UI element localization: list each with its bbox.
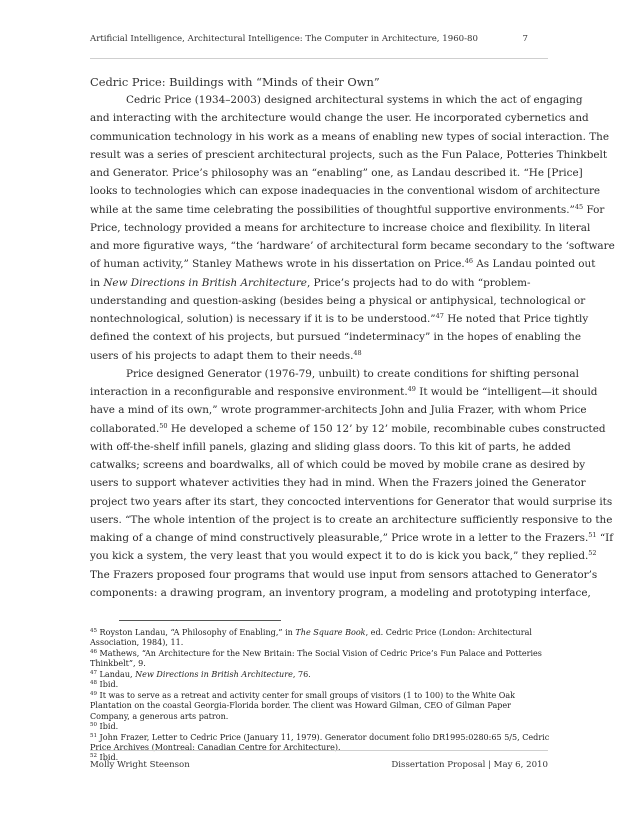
paragraph-line: and more figurative ways, “the ‘hardware’ of architectural form became secondary to the ‘software (90, 240, 615, 252)
paragraph-line: of human activity,” Stanley Mathews wrote in his dissertation on Price.$^{46}$ As Landau pointed out (90, 257, 596, 271)
paragraph-line: communication technology in his work as a means of enabling new types of social interaction. The (90, 130, 609, 143)
paragraph-line: with off-the-shelf infill panels, glazing and sliding glass doors. To this kit of parts, he added (90, 440, 571, 453)
footnote-45: $^{45}$ Royston Landau, “A Philosophy of Enabling,” in The Square Book, ed. Cedric Price (London: Architectural Association, 1984), 11. (90, 628, 532, 648)
footer-divider (90, 750, 548, 751)
paragraph-line: users to support whatever activities they had in mind. When the Frazers joined the Generator (90, 477, 586, 490)
paragraph-line: catwalks; screens and boardwalks, all of which could be moved by mobile crane as desired by (90, 459, 586, 471)
footnote-52: $^{52}$ Ibid. (90, 753, 119, 763)
footnote-ref-47: 47 (435, 312, 444, 320)
page-number: 7 (522, 34, 528, 44)
header-divider (90, 58, 548, 59)
paragraph-line: nontechnological, solution) is necessary if it is to be understood.”$^{47}$ He noted that Price tightly (90, 312, 589, 325)
footnote-ref-46: 46 (464, 257, 473, 266)
footnote-ref-52: 52 (588, 549, 597, 558)
body-text (90, 91, 615, 602)
footnote-ref-50: 50 (159, 421, 168, 430)
paragraph-line: and interacting with the architecture would change the user. He incorporated cybernetics and (90, 112, 589, 125)
footnote-51: $^{51}$ John Frazer, Letter to Cedric Price (January 11, 1979). Generator document folio DR1995:0280:65 5/5, Cedric Price Archives (Montreal: Canadian Centre for Architecture). (90, 732, 550, 752)
paragraph-line: users of his projects to adapt them to their needs.$^{48}$ (90, 348, 362, 362)
paragraph-line: and Generator. Price’s philosophy was an “enabling” one, as Landau described it. “He [Price] (90, 167, 583, 179)
paragraph-line: users. “The whole intention of the project is to create an architecture sufficiently responsive to the (90, 513, 613, 526)
footer-meta: Dissertation Proposal | May 6, 2010 (391, 760, 548, 770)
footnote-ref-48: 48 (353, 348, 362, 357)
book-title: New Directions in British Architecture (103, 276, 307, 289)
footnote-46: $^{46}$ Mathews, “An Architecture for the New Britain: The Social Vision of Cedric Price’s Fun Palace and Potteries Thinkbelt”, 9. (90, 648, 542, 669)
paragraph-line: components: a drawing program, an inventory program, a modeling and prototyping interface, (90, 586, 591, 599)
footnote-ref-51: 51 (588, 531, 597, 539)
footer-author: Molly Wright Steenson (90, 760, 190, 770)
paragraph-line: Cedric Price (1934–2003) designed architectural systems in which the act of engaging (126, 94, 583, 106)
paragraph-line: collaborated.$^{50}$ He developed a scheme of 150 12’ by 12’ mobile, recombinable cubes constructed (90, 421, 606, 435)
paragraph-line: have a mind of its own,” wrote programmer-architects John and Julia Frazer, with whom Price (90, 404, 587, 417)
paragraph-line: looks to technologies which can expose inadequacies in the conventional wisdom of architecture (90, 185, 601, 198)
paragraph-line: understanding and question-asking (besides being a physical or antiphysical, technological or (90, 294, 586, 307)
paragraph-line: The Frazers proposed four programs that would use input from sensors attached to Generator’s (90, 568, 598, 581)
footnote-50: $^{50}$ Ibid. (90, 722, 119, 732)
footnote-47: $^{47}$ Landau, New Directions in British Architecture, 76. (90, 669, 311, 679)
paragraph-line: in New Directions in British Architecture, Price’s projects had to do with “problem- (90, 276, 531, 289)
paragraph-line: project two years after its start, they concocted interventions for Generator that would surprise its (90, 495, 613, 508)
paragraph-line: defined the context of his projects, but pursued “indeterminacy” in the hopes of enabling the (90, 331, 581, 344)
footnotes (90, 628, 550, 764)
paragraph-line: result was a series of prescient architectural projects, such as the Fun Palace, Potteries Thinkbelt (90, 148, 607, 161)
paragraph-line: while at the same time celebrating the possibilities of thoughtful supportive environments.”$^{45}$ For (90, 202, 605, 216)
paragraph-line: you kick a system, the very least that you would expect it to do is kick you back,” they replied.$^{52}$ (90, 549, 597, 563)
paragraph-line: Price designed Generator (1976-79, unbuilt) to create conditions for shifting personal (126, 367, 579, 380)
paragraph-line: making of a change of mind constructively pleasurable,” Price wrote in a letter to the Frazers.$^{51}$ “If (90, 531, 614, 544)
footnote-ref-49: 49 (407, 385, 416, 393)
footnote-separator (119, 620, 281, 621)
footnote-ref-45: 45 (574, 202, 584, 211)
paragraph-line: Price, technology provided a means for architecture to increase choice and flexibility. In literal (90, 221, 591, 234)
header-title: Artificial Intelligence, Architectural Intelligence: The Computer in Architecture, 1960-80 (90, 34, 478, 44)
paragraph-line: interaction in a reconfigurable and responsive environment.$^{49}$ It would be “intelligent—it should (90, 385, 598, 398)
footnote-49: $^{49}$ It was to serve as a retreat and activity center for small groups of visitors (1 to 100) to the White Oak Plantation on the coastal Georgia-Florida border. The client was Howard Gilman, CEO of Gilman Paper Company, a generous arts patron. (90, 690, 516, 721)
section-heading: Cedric Price: Buildings with “Minds of their Own” (90, 75, 380, 89)
footnote-48: $^{48}$ Ibid. (90, 680, 119, 690)
